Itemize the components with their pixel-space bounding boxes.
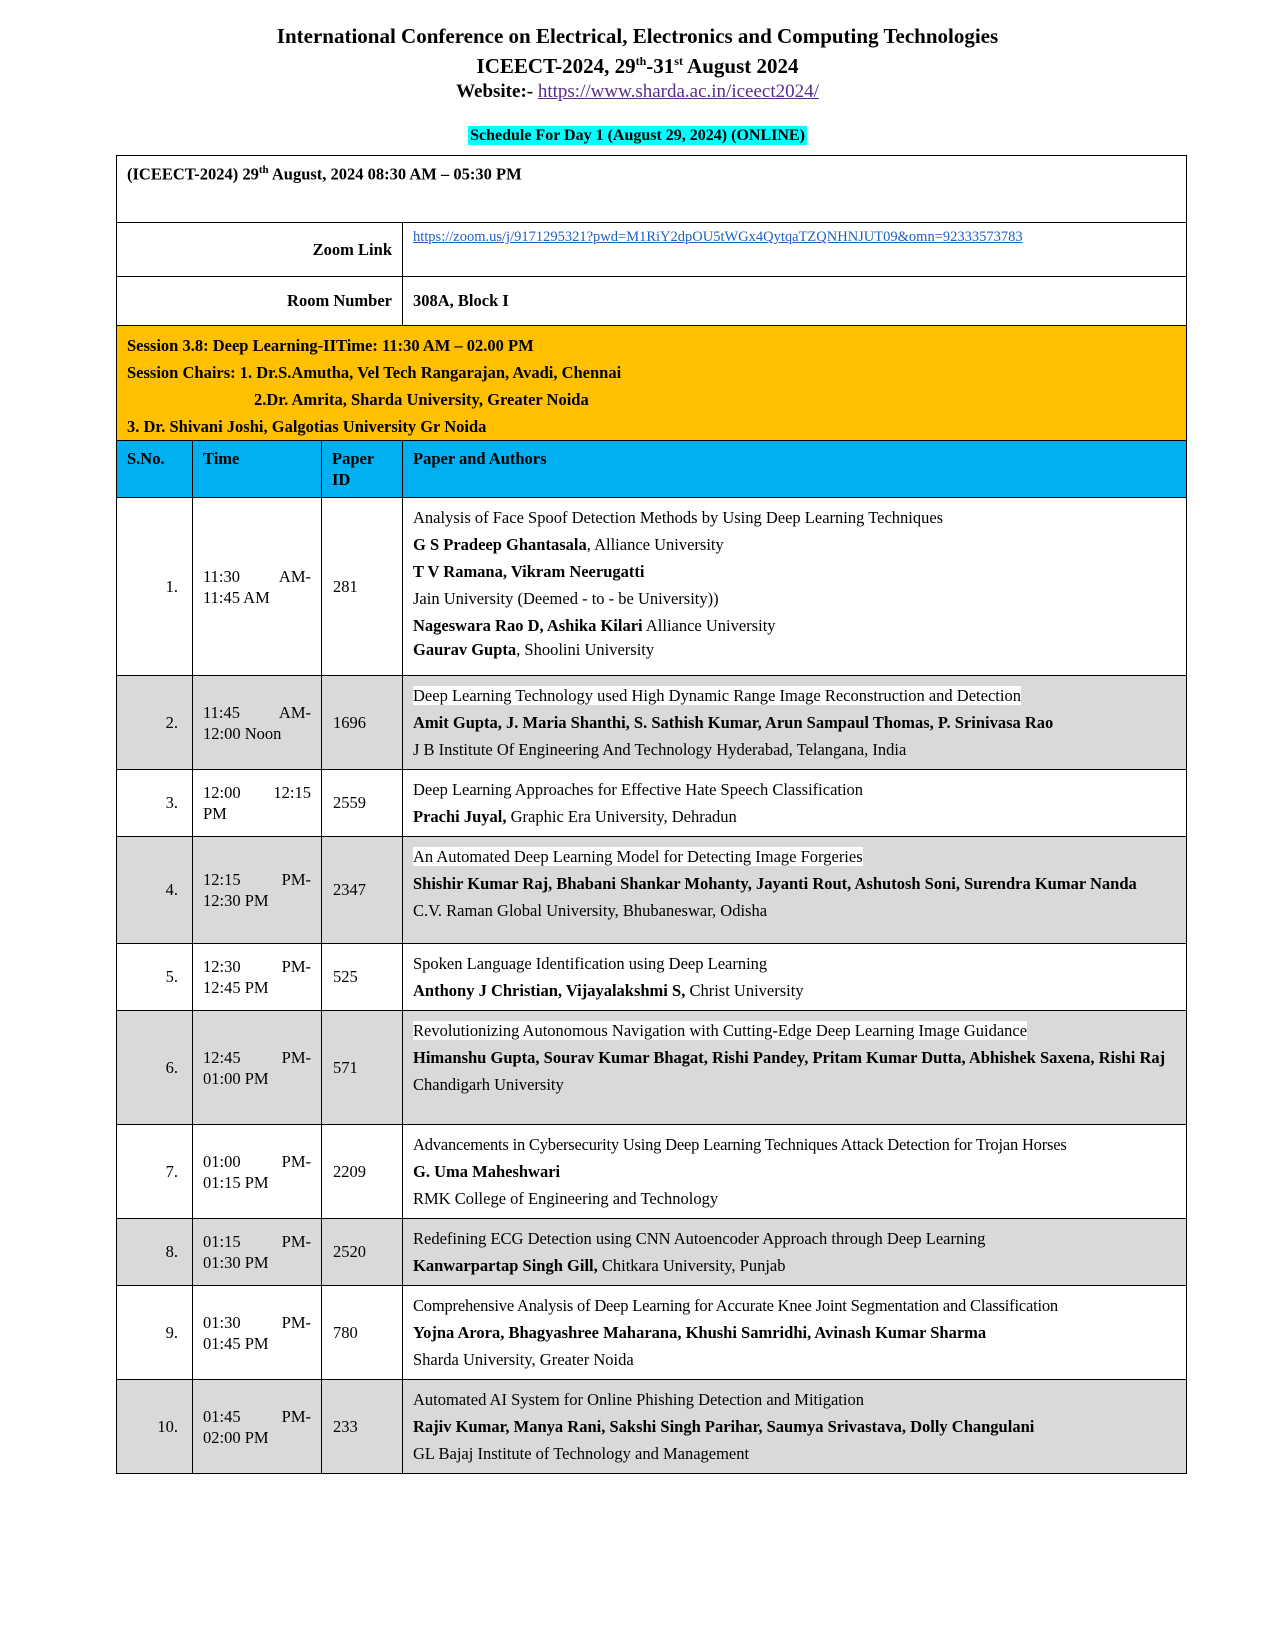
row-time	[193, 498, 322, 676]
paper-affiliation: RMK College of Engineering and Technology	[413, 1189, 719, 1208]
row-paper-id: 2520	[322, 1219, 403, 1286]
row-paper-id: 571	[322, 1011, 403, 1125]
session-info	[117, 326, 1187, 441]
author-names: Amit Gupta, J. Maria Shanthi, S. Sathish Kumar, Arun Sampaul Thomas, P. Srinivasa Rao	[413, 713, 1054, 732]
event-title-prefix: (ICEECT-2024) 29	[127, 164, 259, 184]
edition-sup-1: th	[635, 54, 647, 68]
paper-title	[413, 843, 1176, 870]
paper-author-line	[413, 558, 1176, 585]
paper-title-text: An Automated Deep Learning Model for Detecting Image Forgeries	[413, 847, 863, 866]
time-mid: PM-	[281, 1151, 311, 1171]
edition-suffix: August 2024	[682, 54, 799, 78]
row-sno: 10.	[117, 1380, 193, 1474]
session-row	[117, 326, 1187, 441]
row-sno: 3.	[117, 770, 193, 837]
author-names: G S Pradeep Ghantasala	[413, 535, 587, 554]
paper-authors	[413, 1413, 1176, 1440]
row-paper-id: 2559	[322, 770, 403, 837]
time-start: 11:30	[203, 566, 240, 586]
time-end: 02:00 PM	[203, 1427, 269, 1447]
zoom-row	[117, 223, 1187, 277]
event-title-suffix: August, 2024 08:30 AM – 05:30 PM	[268, 164, 522, 184]
row-paper	[403, 1380, 1187, 1474]
session-chair-1: Session Chairs: 1. Dr.S.Amutha, Vel Tech Rangarajan, Avadi, Chennai	[127, 363, 622, 382]
time-start: 12:45	[203, 1047, 241, 1067]
website-line	[0, 79, 1275, 104]
table-row	[117, 498, 1187, 676]
row-paper-id: 525	[322, 944, 403, 1011]
paper-title	[413, 682, 1176, 709]
row-sno: 6.	[117, 1011, 193, 1125]
row-paper	[403, 944, 1187, 1011]
time-start: 12:30	[203, 957, 241, 976]
row-sno: 4.	[117, 837, 193, 944]
paper-affiliation: C.V. Raman Global University, Bhubaneswar, Odisha	[413, 901, 768, 920]
author-affiliation: Graphic Era University, Dehradun	[506, 807, 737, 826]
author-affiliation: , Shoolini University	[516, 640, 655, 659]
table-row	[117, 1011, 1187, 1125]
event-title	[117, 156, 1187, 223]
author-affiliation: , Alliance University	[586, 535, 724, 554]
time-end: 11:45 AM	[203, 587, 270, 607]
row-paper-id: 233	[322, 1380, 403, 1474]
author-names: Gaurav Gupta	[413, 640, 517, 659]
room-value: 308A, Block I	[403, 277, 1187, 326]
time-end: 12:45 PM	[203, 978, 269, 997]
table-row	[117, 676, 1187, 770]
time-start: 11:45	[203, 702, 240, 722]
paper-affiliation: Sharda University, Greater Noida	[413, 1350, 634, 1369]
zoom-label: Zoom Link	[117, 223, 403, 277]
paper-authors	[413, 977, 1176, 1004]
paper-title: Deep Learning Approaches for Effective Hate Speech Classification	[413, 780, 864, 799]
author-names: Yojna Arora, Bhagyashree Maharana, Khushi Samridhi, Avinash Kumar Sharma	[413, 1323, 987, 1342]
edition-prefix: ICEECT-2024, 29	[476, 54, 636, 78]
paper-author-line	[413, 639, 1176, 660]
row-paper	[403, 1219, 1187, 1286]
author-names: Shishir Kumar Raj, Bhabani Shankar Mohanty, Jayanti Rout, Ashutosh Soni, Surendra Kumar Nanda	[413, 874, 1137, 893]
col-paper-id-line1: Paper	[332, 449, 375, 468]
row-sno: 8.	[117, 1219, 193, 1286]
row-sno: 5.	[117, 944, 193, 1011]
event-title-row	[117, 156, 1187, 223]
row-paper-id: 1696	[322, 676, 403, 770]
event-title-sup: th	[258, 164, 269, 176]
row-sno: 9.	[117, 1286, 193, 1380]
conference-edition	[0, 49, 1275, 79]
time-start: 12:00	[203, 783, 241, 802]
time-end: 01:45 PM	[203, 1333, 269, 1353]
paper-title-text: Deep Learning Technology used High Dynamic Range Image Reconstruction and Detection	[413, 686, 1021, 705]
row-time	[193, 1380, 322, 1474]
time-mid: AM-	[278, 702, 311, 722]
paper-authors	[413, 1044, 1176, 1071]
paper-authors	[413, 1252, 1176, 1279]
paper-title	[413, 1017, 1176, 1044]
paper-author-line	[413, 531, 1176, 558]
row-sno: 2.	[117, 676, 193, 770]
author-names: G. Uma Maheshwari	[413, 1162, 561, 1181]
author-names: Kanwarpartap Singh Gill,	[413, 1256, 598, 1275]
time-end: 01:30 PM	[203, 1253, 269, 1272]
row-paper	[403, 1011, 1187, 1125]
website-label: Website:-	[456, 81, 534, 102]
edition-sup-2: st	[674, 54, 683, 68]
row-time	[193, 944, 322, 1011]
row-paper	[403, 837, 1187, 944]
edition-dash: -31	[646, 54, 675, 78]
time-end: 12:30 PM	[203, 891, 269, 910]
time-start: 01:45	[203, 1406, 241, 1426]
paper-title: Redefining ECG Detection using CNN Autoencoder Approach through Deep Learning	[413, 1229, 986, 1248]
row-time	[193, 1011, 322, 1125]
time-mid: PM-	[281, 1406, 311, 1426]
row-paper-id: 2209	[322, 1125, 403, 1219]
table-row	[117, 1125, 1187, 1219]
row-paper-id: 281	[322, 498, 403, 676]
row-paper-id: 780	[322, 1286, 403, 1380]
zoom-link[interactable]: https://zoom.us/j/9171295321?pwd=M1RiY2dpOU5tWGx4QytqaTZQNHNJUT09&omn=92333573783	[403, 223, 1187, 277]
row-time	[193, 770, 322, 837]
paper-title: Automated AI System for Online Phishing Detection and Mitigation	[413, 1390, 864, 1409]
row-paper-id: 2347	[322, 837, 403, 944]
row-paper	[403, 498, 1187, 676]
room-row	[117, 277, 1187, 326]
col-paper-id	[322, 441, 403, 498]
table-row	[117, 770, 1187, 837]
website-link[interactable]: https://www.sharda.ac.in/iceect2024/	[537, 81, 819, 102]
paper-affiliation: J B Institute Of Engineering And Technology Hyderabad, Telangana, India	[413, 740, 907, 759]
author-affiliation: Chitkara University, Punjab	[597, 1256, 786, 1275]
table-row	[117, 1286, 1187, 1380]
table-row	[117, 944, 1187, 1011]
row-time	[193, 837, 322, 944]
table-row	[117, 837, 1187, 944]
time-mid: PM-	[281, 957, 311, 976]
row-paper	[403, 1125, 1187, 1219]
time-start: 01:15	[203, 1232, 241, 1251]
row-sno: 1.	[117, 498, 193, 676]
paper-authors	[413, 870, 1176, 897]
paper-affiliation: Chandigarh University	[413, 1075, 564, 1094]
table-row	[117, 1219, 1187, 1286]
session-title: Session 3.8: Deep Learning-IITime: 11:30 AM – 02.00 PM	[127, 336, 534, 355]
table-row	[117, 1380, 1187, 1474]
time-end: 12:00 Noon	[203, 723, 282, 743]
author-names: T V Ramana, Vikram Neerugatti	[413, 562, 645, 581]
row-paper	[403, 1286, 1187, 1380]
time-end: 01:00 PM	[203, 1068, 269, 1088]
author-names: Himanshu Gupta, Sourav Kumar Bhagat, Rishi Pandey, Pritam Kumar Dutta, Abhishek Saxena, Rishi Raj	[413, 1048, 1166, 1067]
row-paper	[403, 770, 1187, 837]
paper-title: Comprehensive Analysis of Deep Learning for Accurate Knee Joint Segmentation and Classification	[413, 1296, 1058, 1315]
paper-title: Spoken Language Identification using Deep Learning	[413, 954, 768, 973]
author-names: Nageswara Rao D, Ashika Kilari	[413, 616, 643, 635]
paper-author-line	[413, 612, 1176, 639]
paper-authors	[413, 709, 1176, 736]
col-time: Time	[193, 441, 322, 498]
column-header-row	[117, 441, 1187, 498]
paper-authors	[413, 1319, 1176, 1346]
row-time	[193, 1286, 322, 1380]
author-names: Prachi Juyal,	[413, 807, 507, 826]
paper-title-text: Revolutionizing Autonomous Navigation with Cutting-Edge Deep Learning Image Guidance	[413, 1021, 1028, 1040]
time-start: 12:15	[203, 870, 241, 889]
time-mid: PM-	[281, 1312, 311, 1332]
schedule-table	[116, 155, 1187, 1474]
paper-title: Analysis of Face Spoof Detection Methods by Using Deep Learning Techniques	[413, 508, 944, 527]
row-time	[193, 1125, 322, 1219]
col-paper-authors: Paper and Authors	[403, 441, 1187, 498]
time-mid: PM-	[281, 1047, 311, 1067]
session-chair-2: 2.Dr. Amrita, Sharda University, Greater Noida	[254, 390, 589, 409]
time-mid: 12:15	[273, 783, 311, 802]
paper-affiliation: GL Bajaj Institute of Technology and Management	[413, 1444, 750, 1463]
row-paper	[403, 676, 1187, 770]
time-start: 01:30	[203, 1312, 241, 1332]
time-end: PM	[203, 804, 227, 823]
col-sno: S.No.	[117, 441, 193, 498]
paper-authors	[413, 803, 1176, 830]
paper-affiliation: Jain University (Deemed - to - be University))	[413, 589, 719, 608]
row-sno: 7.	[117, 1125, 193, 1219]
row-time	[193, 676, 322, 770]
schedule-title	[0, 127, 1275, 145]
document-header	[0, 24, 1275, 104]
time-start: 01:00	[203, 1151, 241, 1171]
row-time	[193, 1219, 322, 1286]
author-affiliation: Christ University	[685, 981, 804, 1000]
conference-title: International Conference on Electrical, Electronics and Computing Technologies	[276, 24, 999, 48]
col-paper-id-line2: ID	[332, 470, 351, 489]
time-mid: AM-	[278, 566, 311, 586]
time-mid: PM-	[281, 870, 311, 889]
time-end: 01:15 PM	[203, 1172, 269, 1192]
schedule-title-text: Schedule For Day 1 (August 29, 2024) (ONLINE)	[470, 127, 805, 144]
room-label: Room Number	[117, 277, 403, 326]
paper-title: Advancements in Cybersecurity Using Deep Learning Techniques Attack Detection for Trojan Horses	[413, 1135, 1067, 1154]
paper-authors	[413, 1158, 1176, 1185]
author-names: Rajiv Kumar, Manya Rani, Sakshi Singh Parihar, Saumya Srivastava, Dolly Changulani	[413, 1417, 1035, 1436]
author-affiliation: Alliance University	[642, 616, 776, 635]
session-chair-3: 3. Dr. Shivani Joshi, Galgotias University Gr Noida	[127, 417, 487, 436]
author-names: Anthony J Christian, Vijayalakshmi S,	[413, 981, 686, 1000]
time-mid: PM-	[281, 1232, 311, 1251]
